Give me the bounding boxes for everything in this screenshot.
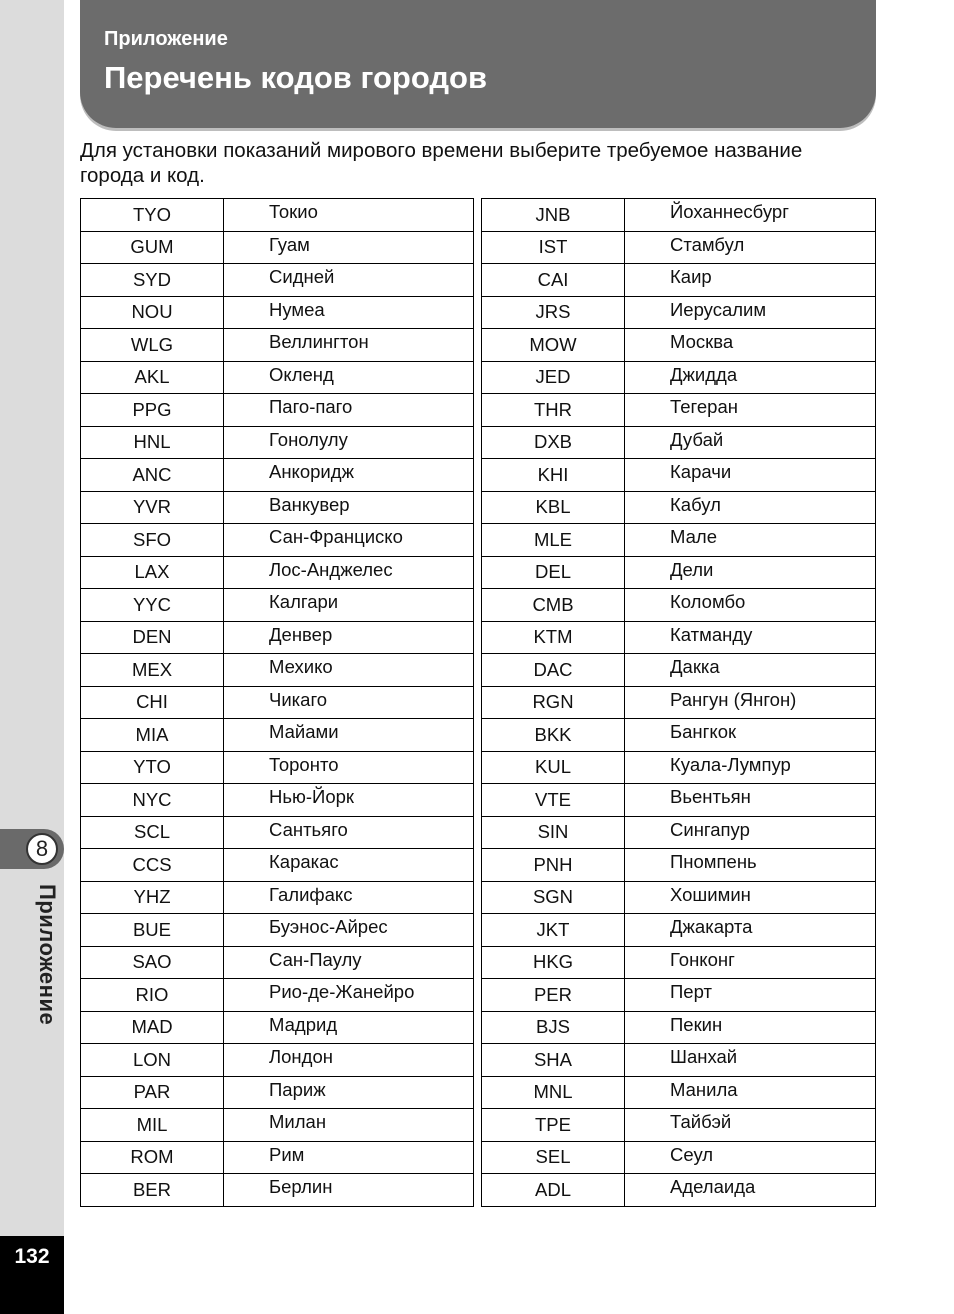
intro-text: Для установки показаний мирового времени выберите требуемое название города и код. [80, 139, 803, 187]
table-row [81, 361, 474, 394]
city-name: Париж [224, 1076, 474, 1109]
city-code: YVR [81, 491, 224, 524]
table-row [482, 979, 876, 1012]
city-code: SHA [482, 1044, 625, 1077]
table-row [482, 524, 876, 557]
city-code: MIA [81, 719, 224, 752]
city-code: PPG [81, 394, 224, 427]
city-name: Торонто [224, 751, 474, 784]
city-code: TYO [81, 199, 224, 232]
table-row [81, 491, 474, 524]
table-row [81, 849, 474, 882]
chapter-number: 8 [26, 833, 58, 865]
table-row [482, 621, 876, 654]
city-code: LAX [81, 556, 224, 589]
table-row [81, 719, 474, 752]
table-row [482, 751, 876, 784]
page-number: 132 [0, 1236, 64, 1314]
table-row [81, 946, 474, 979]
city-name: Сидней [224, 264, 474, 297]
section-label: Приложение [104, 28, 228, 50]
city-code: YYC [81, 589, 224, 622]
table-row [81, 459, 474, 492]
city-code: JED [482, 361, 625, 394]
table-row [81, 621, 474, 654]
page-title: Перечень кодов городов [104, 60, 488, 95]
city-code: CCS [81, 849, 224, 882]
city-code: YTO [81, 751, 224, 784]
city-code: JRS [482, 296, 625, 329]
city-name: Москва [625, 329, 876, 362]
table-row [482, 1141, 876, 1174]
city-name: Каракас [224, 849, 474, 882]
table-row [482, 1076, 876, 1109]
city-name: Сан-Паулу [224, 946, 474, 979]
city-name: Гонконг [625, 946, 876, 979]
table-row [81, 751, 474, 784]
city-code: DXB [482, 426, 625, 459]
city-name: Милан [224, 1109, 474, 1142]
city-name: Сеул [625, 1141, 876, 1174]
city-name: Буэнос-Айрес [224, 914, 474, 947]
city-code-table-right [481, 198, 876, 1207]
city-code: ANC [81, 459, 224, 492]
city-code: RGN [482, 686, 625, 719]
table-row [81, 979, 474, 1012]
table-row [482, 329, 876, 362]
table-row [482, 784, 876, 817]
city-code: IST [482, 231, 625, 264]
city-code: CAI [482, 264, 625, 297]
city-code: PER [482, 979, 625, 1012]
city-name: Лондон [224, 1044, 474, 1077]
table-row [482, 426, 876, 459]
city-code: KBL [482, 491, 625, 524]
city-name: Рангун (Янгон) [625, 686, 876, 719]
city-name: Денвер [224, 621, 474, 654]
city-code: NYC [81, 784, 224, 817]
city-code: KUL [482, 751, 625, 784]
city-name: Майами [224, 719, 474, 752]
table-row [482, 914, 876, 947]
table-row [482, 849, 876, 882]
city-name: Йоханнесбург [625, 199, 876, 232]
city-code: MNL [482, 1076, 625, 1109]
city-code: MIL [81, 1109, 224, 1142]
city-name: Гонолулу [224, 426, 474, 459]
city-name: Тегеран [625, 394, 876, 427]
table-row [482, 719, 876, 752]
city-name: Пекин [625, 1011, 876, 1044]
table-row [482, 946, 876, 979]
city-name: Кабул [625, 491, 876, 524]
city-code: SGN [482, 881, 625, 914]
city-code: BKK [482, 719, 625, 752]
city-name: Галифакс [224, 881, 474, 914]
city-name: Мехико [224, 654, 474, 687]
city-code: SEL [482, 1141, 625, 1174]
city-code: YHZ [81, 881, 224, 914]
city-name: Нью-Йорк [224, 784, 474, 817]
city-code: VTE [482, 784, 625, 817]
city-code: MAD [81, 1011, 224, 1044]
city-name: Катманду [625, 621, 876, 654]
city-code: GUM [81, 231, 224, 264]
table-row [482, 589, 876, 622]
city-code: KHI [482, 459, 625, 492]
city-code: TPE [482, 1109, 625, 1142]
city-name: Веллингтон [224, 329, 474, 362]
table-row [482, 816, 876, 849]
city-name: Перт [625, 979, 876, 1012]
city-code: RIO [81, 979, 224, 1012]
city-name: Окленд [224, 361, 474, 394]
city-code: BER [81, 1174, 224, 1207]
city-code: HKG [482, 946, 625, 979]
city-name: Стамбул [625, 231, 876, 264]
city-name: Паго-паго [224, 394, 474, 427]
side-strip [0, 0, 64, 1236]
city-name: Мадрид [224, 1011, 474, 1044]
city-name: Калгари [224, 589, 474, 622]
city-code: PNH [482, 849, 625, 882]
city-code: MEX [81, 654, 224, 687]
city-name: Манила [625, 1076, 876, 1109]
table-row [81, 329, 474, 362]
city-name: Токио [224, 199, 474, 232]
city-name: Каир [625, 264, 876, 297]
city-code: BJS [482, 1011, 625, 1044]
city-code: AKL [81, 361, 224, 394]
city-code: JNB [482, 199, 625, 232]
table-row [482, 1011, 876, 1044]
city-name: Бангкок [625, 719, 876, 752]
city-code-table-left [80, 198, 474, 1207]
city-name: Сингапур [625, 816, 876, 849]
city-code: ROM [81, 1141, 224, 1174]
city-code: DEN [81, 621, 224, 654]
city-name: Нумеа [224, 296, 474, 329]
city-name: Хошимин [625, 881, 876, 914]
table-row [482, 296, 876, 329]
city-name: Пномпень [625, 849, 876, 882]
city-name: Тайбэй [625, 1109, 876, 1142]
city-code: NOU [81, 296, 224, 329]
table-row [81, 686, 474, 719]
city-name: Аделаида [625, 1174, 876, 1207]
table-row [81, 524, 474, 557]
table-row [482, 654, 876, 687]
table-row [482, 686, 876, 719]
city-code: SAO [81, 946, 224, 979]
city-name: Ванкувер [224, 491, 474, 524]
city-name: Джакарта [625, 914, 876, 947]
city-code: CHI [81, 686, 224, 719]
table-row [482, 881, 876, 914]
city-name: Дубай [625, 426, 876, 459]
city-code: CMB [482, 589, 625, 622]
city-code: SYD [81, 264, 224, 297]
table-row [482, 199, 876, 232]
table-row [81, 914, 474, 947]
table-row [81, 199, 474, 232]
city-name: Шанхай [625, 1044, 876, 1077]
city-code: PAR [81, 1076, 224, 1109]
chapter-label: Приложение [35, 884, 60, 1026]
city-name: Лос-Анджелес [224, 556, 474, 589]
table-row [482, 1044, 876, 1077]
city-name: Коломбо [625, 589, 876, 622]
table-row [482, 459, 876, 492]
city-name: Гуам [224, 231, 474, 264]
city-name: Куала-Лумпур [625, 751, 876, 784]
table-row [81, 231, 474, 264]
city-name: Иерусалим [625, 296, 876, 329]
city-code: DEL [482, 556, 625, 589]
city-name: Джидда [625, 361, 876, 394]
city-code: MOW [482, 329, 625, 362]
city-name: Карачи [625, 459, 876, 492]
city-code: DAC [482, 654, 625, 687]
table-row [482, 394, 876, 427]
table-row [482, 1109, 876, 1142]
city-code: KTM [482, 621, 625, 654]
city-code: ADL [482, 1174, 625, 1207]
table-row [482, 361, 876, 394]
city-name: Дакка [625, 654, 876, 687]
table-row [482, 231, 876, 264]
city-code: BUE [81, 914, 224, 947]
table-row [482, 491, 876, 524]
city-name: Вьентьян [625, 784, 876, 817]
table-row [81, 296, 474, 329]
city-name: Рим [224, 1141, 474, 1174]
city-name: Чикаго [224, 686, 474, 719]
city-name: Рио-де-Жанейро [224, 979, 474, 1012]
table-row [482, 556, 876, 589]
table-row [482, 1174, 876, 1207]
city-name: Анкоридж [224, 459, 474, 492]
table-row [81, 784, 474, 817]
table-row [81, 1011, 474, 1044]
city-code: THR [482, 394, 625, 427]
table-row [81, 264, 474, 297]
table-row [81, 1109, 474, 1142]
table-row [81, 426, 474, 459]
city-code: LON [81, 1044, 224, 1077]
city-name: Дели [625, 556, 876, 589]
city-code: SFO [81, 524, 224, 557]
city-code: MLE [482, 524, 625, 557]
city-name: Мале [625, 524, 876, 557]
table-row [81, 1076, 474, 1109]
city-name: Сан-Франциско [224, 524, 474, 557]
city-code: WLG [81, 329, 224, 362]
city-name: Берлин [224, 1174, 474, 1207]
table-row [81, 1044, 474, 1077]
city-code: JKT [482, 914, 625, 947]
city-code: SIN [482, 816, 625, 849]
table-row [81, 881, 474, 914]
table-row [81, 654, 474, 687]
table-row [482, 264, 876, 297]
table-row [81, 556, 474, 589]
table-row [81, 394, 474, 427]
table-row [81, 589, 474, 622]
city-code: SCL [81, 816, 224, 849]
city-name: Сантьяго [224, 816, 474, 849]
table-row [81, 1141, 474, 1174]
table-row [81, 1174, 474, 1207]
table-row [81, 816, 474, 849]
city-code: HNL [81, 426, 224, 459]
